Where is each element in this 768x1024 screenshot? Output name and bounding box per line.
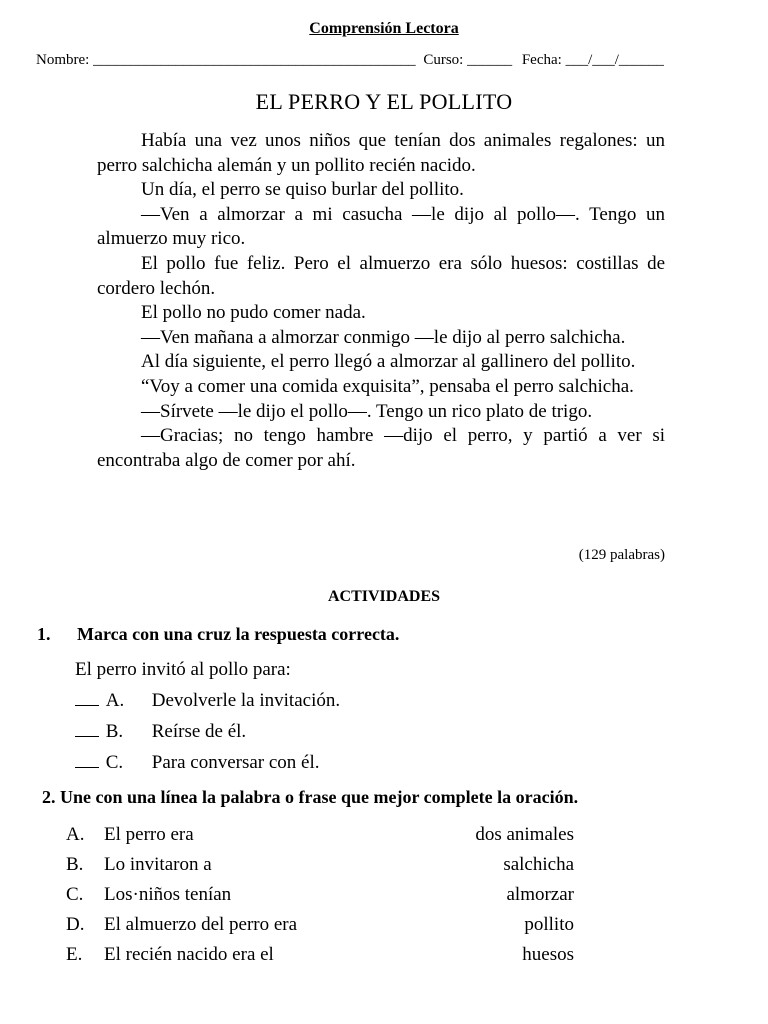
row-answer[interactable]: huesos	[522, 944, 574, 965]
story-title: EL PERRO Y EL POLLITO	[255, 89, 513, 114]
option-letter: B.	[105, 721, 124, 742]
story-paragraph: Al día siguiente, el perro llegó a almorzar al gallinero del pollito.	[141, 351, 636, 373]
row-phrase[interactable]: Los·niños tenían	[104, 884, 232, 905]
story-paragraph: —Gracias; no tengo hambre —dijo el perro, y partió a ver si encontraba algo de comer por ahí.	[97, 425, 665, 471]
story-paragraph: Había una vez unos niños que tenían dos animales regalones: un perro salchicha alemán y un pollito recién nacido.	[97, 130, 665, 176]
row-answer[interactable]: pollito	[524, 914, 574, 935]
option-text: Devolverle la invitación.	[151, 690, 341, 711]
match-row	[66, 914, 574, 944]
course-field: Curso: ______	[423, 52, 513, 68]
row-answer[interactable]: almorzar	[506, 884, 574, 905]
answer-blank[interactable]	[75, 691, 99, 706]
match-row	[66, 944, 574, 974]
option-b[interactable]	[75, 721, 340, 752]
story-paragraph: “Voy a comer una comida exquisita”, pensaba el perro salchicha.	[141, 375, 634, 397]
match-row	[66, 854, 574, 884]
row-letter: D.	[66, 914, 85, 935]
story-paragraph: El pollo fue feliz. Pero el almuerzo era sólo huesos: costillas de cordero lechón.	[97, 252, 665, 299]
row-answer[interactable]: salchicha	[503, 854, 574, 875]
question-1-options	[75, 690, 340, 783]
match-row	[66, 884, 574, 914]
option-a[interactable]	[75, 690, 340, 721]
story-paragraph: —Sírvete —le dijo el pollo—. Tengo un rico plato de trigo.	[141, 400, 593, 422]
date-field: Fecha: ___/___/______	[521, 52, 664, 68]
row-phrase[interactable]: El almuerzo del perro era	[104, 914, 298, 935]
story-paragraph: El pollo no pudo comer nada.	[141, 302, 366, 324]
match-row	[66, 824, 574, 854]
answer-blank[interactable]	[75, 722, 99, 737]
story-paragraph: —Ven mañana a almorzar conmigo —le dijo al perro salchicha.	[141, 326, 626, 348]
story-text	[97, 129, 665, 473]
row-letter: A.	[66, 824, 85, 845]
story-paragraph: Un día, el perro se quiso burlar del pollito.	[141, 179, 464, 201]
name-field: Nombre: ___________________________________________	[36, 52, 416, 68]
worksheet-title: Comprensión Lectora	[309, 20, 459, 37]
question-1-instruction	[37, 624, 399, 645]
row-letter: E.	[66, 944, 83, 965]
row-letter: B.	[66, 854, 84, 875]
row-letter: C.	[66, 884, 84, 905]
word-count: (129 palabras)	[578, 547, 665, 563]
student-info-line	[36, 52, 736, 69]
row-phrase[interactable]: El recién nacido era el	[104, 944, 274, 965]
question-text: Marca con una cruz la respuesta correcta.	[77, 624, 400, 644]
option-letter: A.	[105, 690, 125, 711]
story-paragraph: —Ven a almorzar a mi casucha —le dijo al pollo—. Tengo un almuerzo muy rico.	[97, 203, 665, 250]
activities-title: ACTIVIDADES	[327, 588, 441, 605]
question-1-prompt: El perro invitó al pollo para:	[75, 659, 291, 680]
answer-blank[interactable]	[75, 753, 99, 768]
option-text: Para conversar con él.	[151, 752, 320, 773]
row-answer[interactable]: dos animales	[475, 824, 574, 845]
option-text: Reírse de él.	[151, 721, 247, 742]
question-2-instruction: 2. Une con una línea la palabra o frase que mejor complete la oración.	[42, 787, 579, 807]
option-c[interactable]	[75, 752, 340, 783]
row-phrase[interactable]: Lo invitaron a	[104, 854, 212, 875]
row-phrase[interactable]: El perro era	[104, 824, 194, 845]
question-number: 1.	[37, 624, 51, 644]
matching-exercise	[66, 824, 574, 974]
option-letter: C.	[105, 752, 124, 773]
